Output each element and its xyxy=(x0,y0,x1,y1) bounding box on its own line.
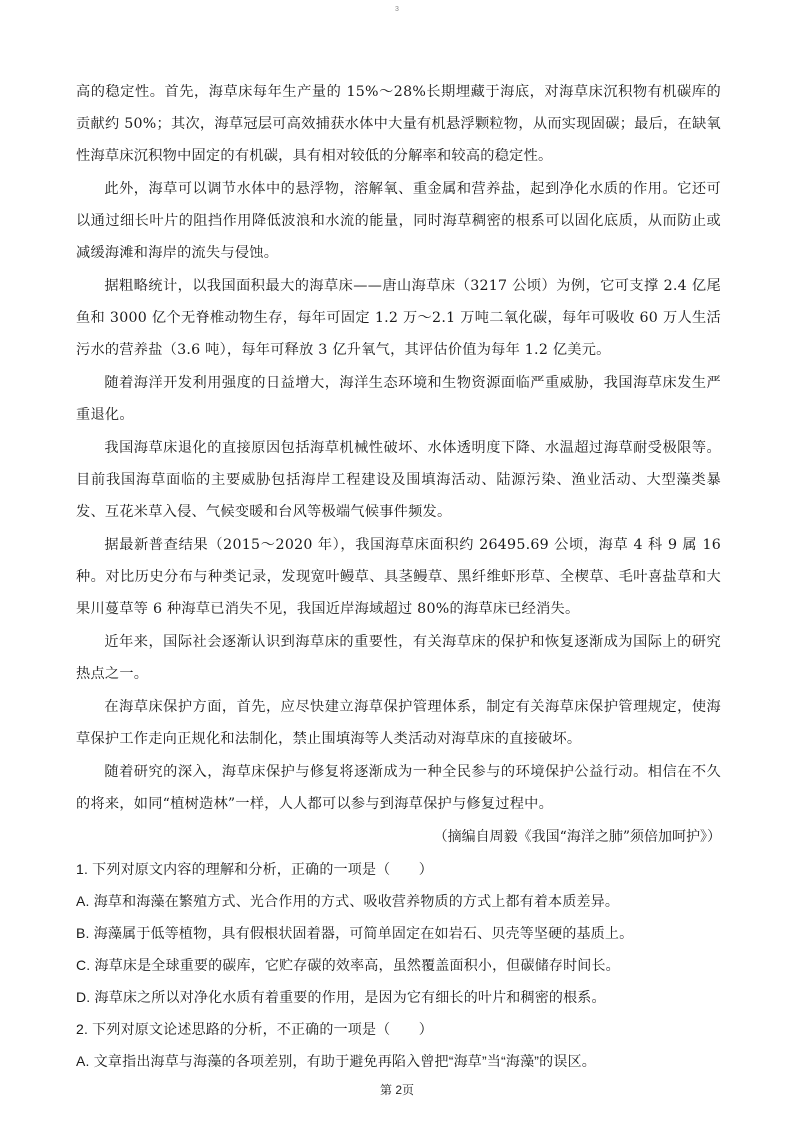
article-paragraph-6: 据最新普查结果（2015～2020 年），我国海草床面积约 26495.69 公顷，海草 4 科 9 属 16 种。对比历史分布与种类记录，发现宽叶鳗草、具茎鳗草、黑纤维虾形草、全楔草、毛叶喜盐草和大果川蔓草等 6 种海草已消失不见，我国近岸海域超过 80%的海草床已经消失。 xyxy=(76,537,721,617)
article-paragraph-8: 在海草床保护方面，首先，应尽快建立海草保护管理体系，制定有关海草床保护管理规定，使海草保护工作走向正规化和法制化，禁止围填海等人类活动对海草床的直接破坏。 xyxy=(76,699,721,747)
question-2-stem: 2. 下列对原文论述思路的分析，不正确的一项是（ ） xyxy=(76,1021,433,1037)
page-number: 第 2页 xyxy=(379,1083,414,1097)
article-source: （摘编自周毅《我国“海洋之肺”须倍加呵护》） xyxy=(433,829,721,845)
article-paragraph-1: 高的稳定性。首先，海草床每年生产量的 15%～28%长期埋藏于海底，对海草床沉积物有机碳库的贡献约 50%；其次，海草冠层可高效捕获水体中大量有机悬浮颗粒物，从而实现固碳；最后，在缺氧性海草床沉积物中固定的有机碳，具有相对较低的分解率和较高的稳定性。 xyxy=(76,84,721,164)
article-paragraph-4: 随着海洋开发利用强度的日益增大，海洋生态环境和生物资源面临严重威胁，我国海草床发生严重退化。 xyxy=(76,375,721,423)
article-paragraph-2: 此外，海草可以调节水体中的悬浮物，溶解氧、重金属和营养盐，起到净化水质的作用。它还可以通过细长叶片的阻挡作用降低波浪和水流的能量，同时海草稠密的根系可以固化底质，从而防止或减缓海滩和海岸的流失与侵蚀。 xyxy=(76,181,721,261)
article-paragraph-9: 随着研究的深入，海草床保护与修复将逐渐成为一种全民参与的环境保护公益行动。相信在不久的将来，如同“植树造林”一样，人人都可以参与到海草保护与修复过程中。 xyxy=(76,764,721,812)
article-paragraph-5: 我国海草床退化的直接原因包括海草机械性破坏、水体透明度下降、水温超过海草耐受极限等。目前我国海草面临的主要威胁包括海岸工程建设及围填海活动、陆源污染、渔业活动、大型藻类暴发、互花米草入侵、气候变暖和台风等极端气候事件频发。 xyxy=(76,440,721,520)
question-1-option-c: C. 海草床是全球重要的碳库，它贮存碳的效率高，虽然覆盖面积小，但碳储存时间长。 xyxy=(76,957,620,973)
question-1 xyxy=(76,853,721,1013)
question-2 xyxy=(76,1013,721,1077)
question-1-option-d: D. 海草床之所以对净化水质有着重要的作用，是因为它有细长的叶片和稠密的根系。 xyxy=(76,989,606,1005)
article xyxy=(76,76,721,853)
question-1-option-b: B. 海藻属于低等植物，具有假根状固着器，可简单固定在如岩石、贝壳等坚硬的基质上。 xyxy=(76,925,634,941)
document-body xyxy=(76,76,721,1077)
page-header-mark: 3 xyxy=(395,6,399,13)
question-1-option-a: A. 海草和海藻在繁殖方式、光合作用的方式、吸收营养物质的方式上都有着本质差异。 xyxy=(76,893,620,909)
article-paragraph-3: 据粗略统计，以我国面积最大的海草床——唐山海草床（3217 公顷）为例，它可支撑 2.4 亿尾鱼和 3000 亿个无脊椎动物生存，每年可固定 1.2 万～2.1 万吨二氧化碳，每年可吸收 60 万人生活污水的营养盐（3.6 吨），每年可释放 3 亿升氧气，其评估价值为每年 1.2 亿美元。 xyxy=(76,278,721,358)
article-paragraph-7: 近年来，国际社会逐渐认识到海草床的重要性，有关海草床的保护和恢复逐渐成为国际上的研究热点之一。 xyxy=(76,634,721,682)
question-2-option-a: A. 文章指出海草与海藻的各项差别，有助于避免再陷入曾把“海草”当“海藻”的误区。 xyxy=(76,1053,596,1069)
question-1-stem: 1. 下列对原文内容的理解和分析，正确的一项是（ ） xyxy=(76,861,433,877)
question-section xyxy=(76,853,721,1077)
